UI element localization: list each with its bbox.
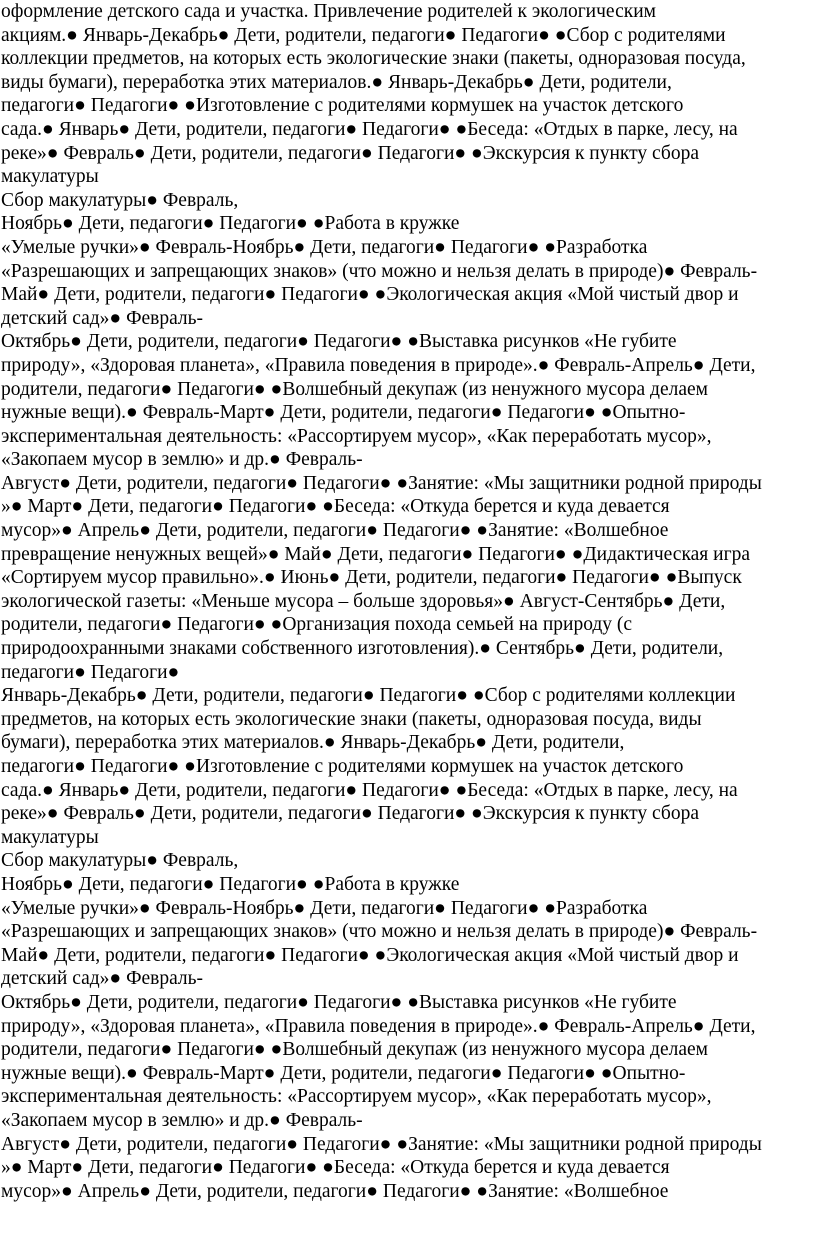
text-line: родители, педагоги● Педагоги● ●Волшебный декупаж (из ненужного мусора делаем	[1, 378, 709, 400]
text-line: педагоги● Педагоги●	[1, 661, 180, 683]
text-line: Ноябрь● Дети, педагоги● Педагоги● ●Работа в кружке	[1, 873, 460, 895]
text-line: коллекции предметов, на которых есть экологические знаки (пакеты, одноразовая посуда,	[1, 48, 746, 70]
text-line: «Закопаем мусор в землю» и др.● Февраль-	[1, 449, 363, 471]
text-line: макулатуры	[1, 166, 99, 188]
text-line	[1, 1203, 816, 1227]
text-line: Август● Дети, родители, педагоги● Педагоги● ●Занятие: «Мы защитники родной природы	[1, 472, 762, 494]
text-line: Январь-Декабрь● Дети, родители, педагоги● Педагоги● ●Сбор с родителями коллекции	[1, 685, 736, 707]
text-line: бумаги), переработка этих материалов.● Январь-Декабрь● Дети, родители,	[1, 732, 625, 754]
text-line: «Разрешающих и запрещающих знаков» (что можно и нельзя делать в природе)● Февраль-	[1, 921, 758, 943]
text-line: родители, педагоги● Педагоги● ●Волшебный декупаж (из ненужного мусора делаем	[1, 1039, 709, 1061]
text-line: «Сортируем мусор правильно».● Июнь● Дети, родители, педагоги● Педагоги● ●Выпуск	[1, 567, 742, 589]
text-line: мусор»● Апрель● Дети, родители, педагоги● Педагоги● ●Занятие: «Волшебное	[1, 520, 669, 542]
text-line: «Закопаем мусор в землю» и др.● Февраль-	[1, 1109, 363, 1131]
text-line: »● Март● Дети, педагоги● Педагоги● ●Беседа: «Откуда берется и куда девается	[1, 496, 670, 518]
text-line: природу», «Здоровая планета», «Правила поведения в природе».● Февраль-Апрель● Дети,	[1, 1015, 756, 1037]
text-line: «Умелые ручки»● Февраль-Ноябрь● Дети, педагоги● Педагоги● ●Разработка	[1, 236, 648, 258]
text-line: экологической газеты: «Меньше мусора – больше здоровья»● Август-Сентябрь● Дети,	[1, 590, 726, 612]
text-line: Август● Дети, родители, педагоги● Педагоги● ●Занятие: «Мы защитники родной природы	[1, 1133, 762, 1155]
text-line: природу», «Здоровая планета», «Правила поведения в природе».● Февраль-Апрель● Дети,	[1, 354, 756, 376]
text-line: виды бумаги), переработка этих материалов.● Январь-Декабрь● Дети, родители,	[1, 71, 672, 93]
text-line: реке»● Февраль● Дети, родители, педагоги● Педагоги● ●Экскурсия к пункту сбора	[1, 803, 700, 825]
text-line: нужные вещи).● Февраль-Март● Дети, родители, педагоги● Педагоги● ●Опытно-	[1, 402, 686, 424]
text-line: Май● Дети, родители, педагоги● Педагоги● ●Экологическая акция «Мой чистый двор и	[1, 284, 739, 306]
text-line: детский сад»● Февраль-	[1, 307, 204, 329]
text-line: превращение ненужных вещей»● Май● Дети, педагоги● Педагоги● ●Дидактическая игра	[1, 543, 750, 565]
text-line: Октябрь● Дети, родители, педагоги● Педагоги● ●Выставка рисунков «Не губите	[1, 991, 677, 1013]
text-line: Сбор макулатуры● Февраль,	[1, 189, 239, 211]
text-line: экспериментальная деятельность: «Рассортируем мусор», «Как переработать мусор»,	[1, 425, 712, 447]
text-line: «Умелые ручки»● Февраль-Ноябрь● Дети, педагоги● Педагоги● ●Разработка	[1, 897, 648, 919]
text-line: мусор»● Апрель● Дети, родители, педагоги● Педагоги● ●Занятие: «Волшебное	[1, 1180, 669, 1202]
text-line: акциям.● Январь-Декабрь● Дети, родители, педагоги● Педагоги● ●Сбор с родителями	[1, 24, 726, 46]
text-line: »● Март● Дети, педагоги● Педагоги● ●Беседа: «Откуда берется и куда девается	[1, 1157, 670, 1179]
text-line: Май● Дети, родители, педагоги● Педагоги● ●Экологическая акция «Мой чистый двор и	[1, 944, 739, 966]
text-line: Сбор макулатуры● Февраль,	[1, 850, 239, 872]
text-line: реке»● Февраль● Дети, родители, педагоги● Педагоги● ●Экскурсия к пункту сбора	[1, 142, 700, 164]
text-line: родители, педагоги● Педагоги● ●Организация похода семьей на природу (с	[1, 614, 633, 636]
text-line: «Разрешающих и запрещающих знаков» (что можно и нельзя делать в природе)● Февраль-	[1, 260, 758, 282]
text-line: экспериментальная деятельность: «Рассортируем мусор», «Как переработать мусор»,	[1, 1086, 712, 1108]
text-line: оформление детского сада и участка. Привлечение родителей к экологическим	[1, 1, 656, 22]
text-line: Ноябрь● Дети, педагоги● Педагоги● ●Работа в кружке	[1, 213, 460, 235]
text-line: сада.● Январь● Дети, родители, педагоги● Педагоги● ●Беседа: «Отдых в парке, лесу, на	[1, 118, 738, 140]
text-line: макулатуры	[1, 826, 99, 848]
text-line: педагоги● Педагоги● ●Изготовление с родителями кормушек на участок детского	[1, 95, 684, 117]
text-line: сада.● Январь● Дети, родители, педагоги● Педагоги● ●Беседа: «Отдых в парке, лесу, на	[1, 779, 738, 801]
text-line: предметов, на которых есть экологические знаки (пакеты, одноразовая посуда, виды	[1, 708, 702, 730]
text-line: педагоги● Педагоги● ●Изготовление с родителями кормушек на участок детского	[1, 756, 684, 777]
text-line: природоохранными знаками собственного изготовления).● Сентябрь● Дети, родители,	[1, 638, 724, 660]
text-line: Октябрь● Дети, родители, педагоги● Педагоги● ●Выставка рисунков «Не губите	[1, 331, 677, 353]
text-line: детский сад»● Февраль-	[1, 968, 204, 990]
text-line: нужные вещи).● Февраль-Март● Дети, родители, педагоги● Педагоги● ●Опытно-	[1, 1062, 686, 1084]
